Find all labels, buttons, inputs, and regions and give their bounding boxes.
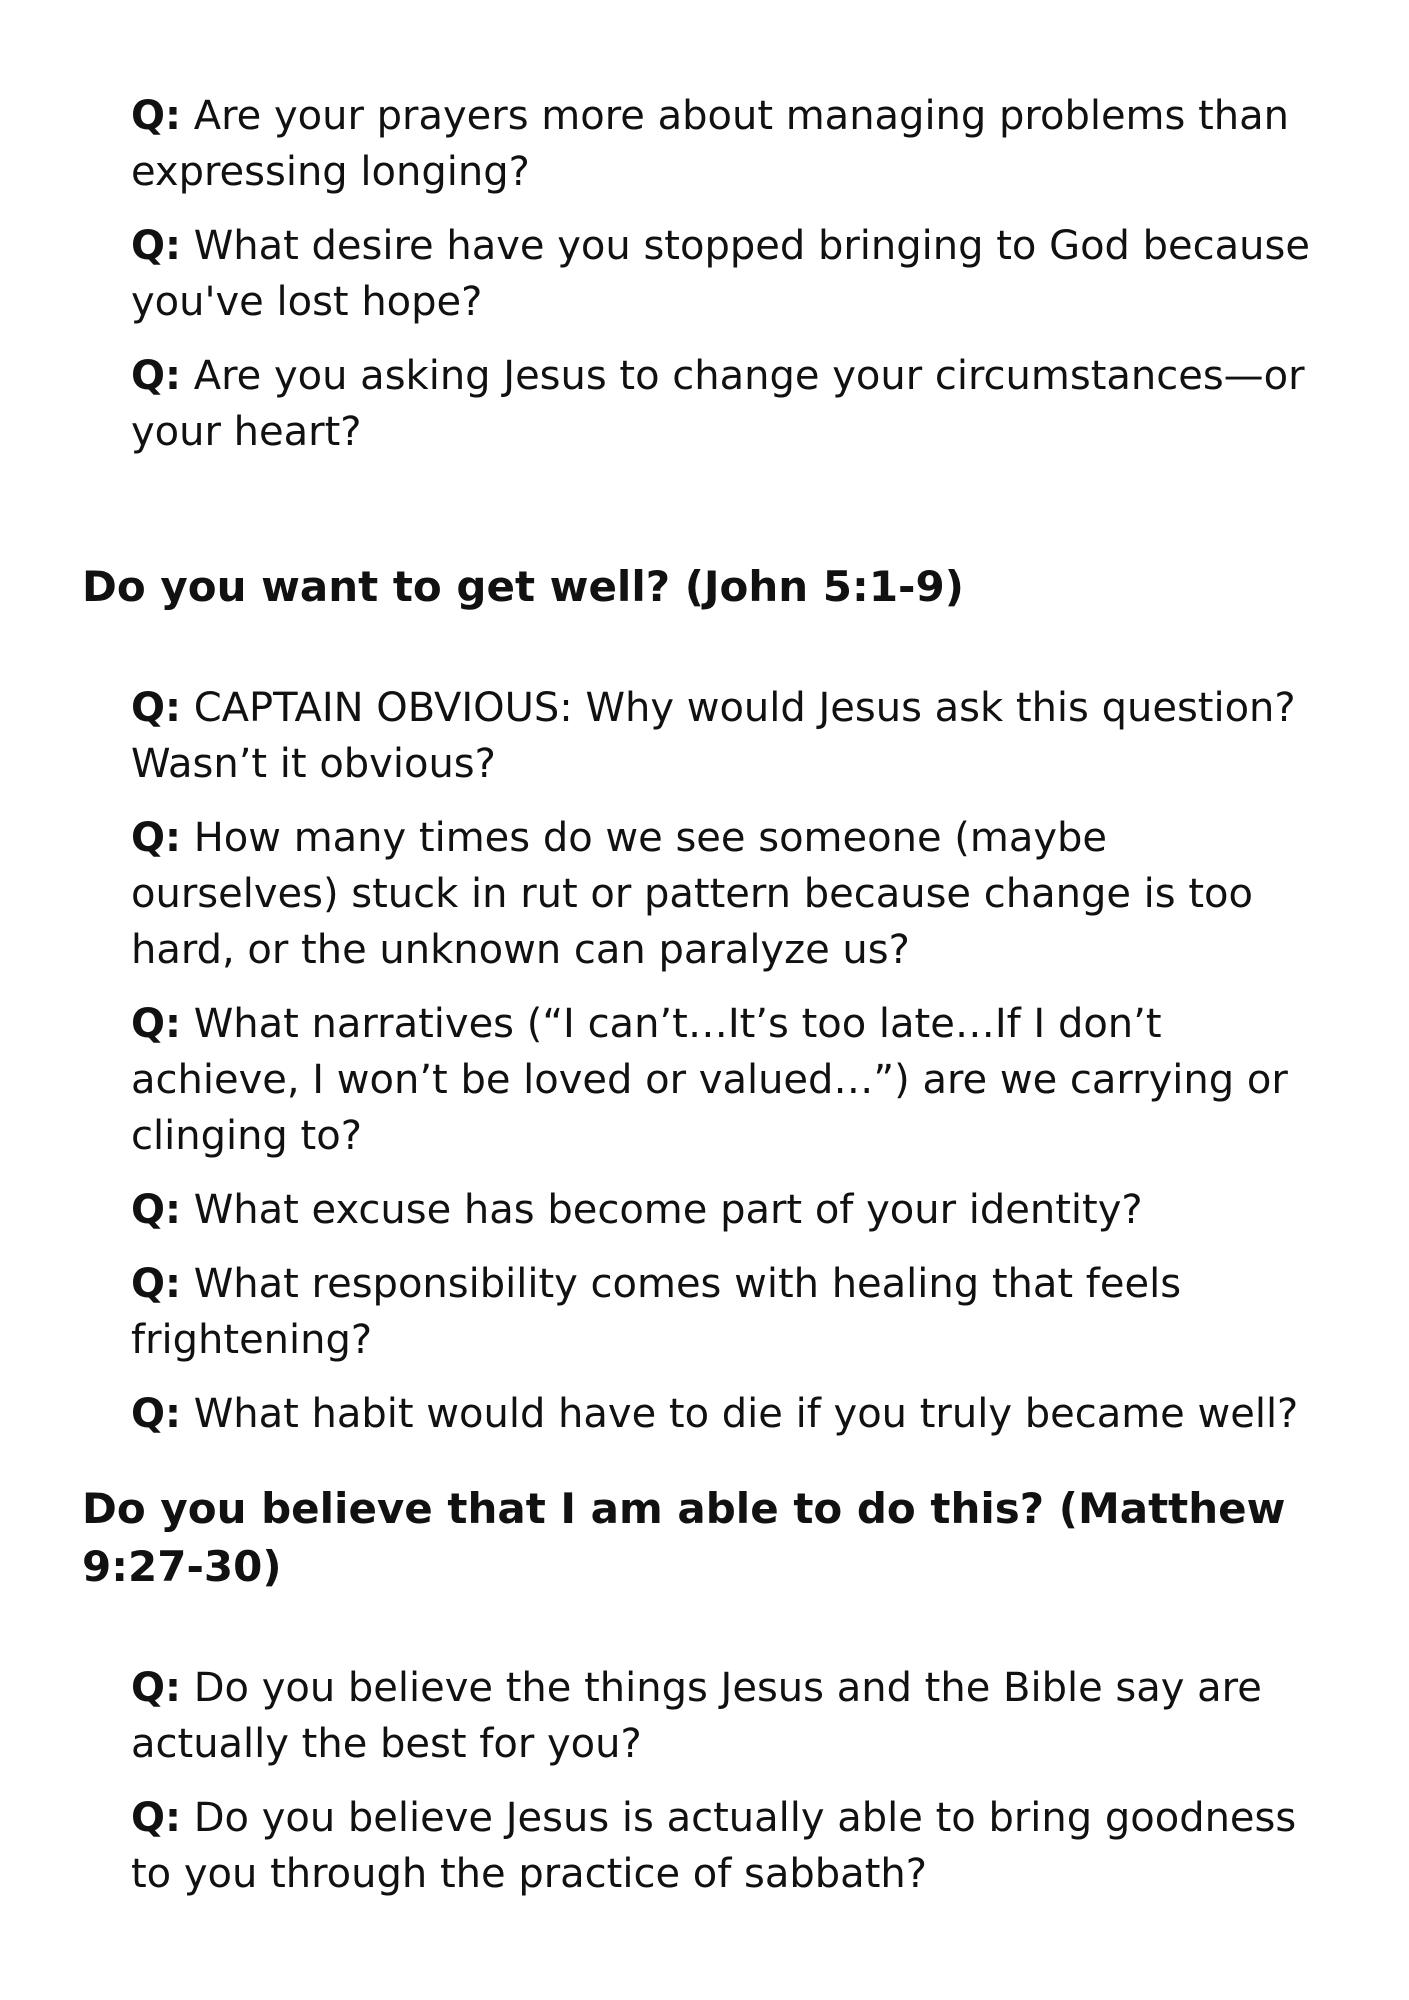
section-heading: Do you believe that I am able to do this? (Matthew 9:27-30) [82,1484,1286,1591]
question-prefix: Q: [131,1795,181,1841]
question-list-1 [131,88,1321,478]
question-item [131,1386,1321,1442]
question-list-2 [131,680,1321,1460]
question-item [131,1660,1321,1772]
question-text: How many times do we see someone (maybe ourselves) stuck in rut or pattern because change is too hard, or the unknown can paralyze us? [131,815,1253,973]
question-text: What habit would have to die if you truly became well? [193,1391,1299,1437]
question-prefix: Q: [131,815,181,861]
question-item [131,996,1321,1164]
question-prefix: Q: [131,1261,181,1307]
question-prefix: Q: [131,1187,181,1233]
question-text: What responsibility comes with healing that feels frightening? [131,1261,1182,1363]
question-item [131,810,1321,978]
question-prefix: Q: [131,685,181,731]
question-text: CAPTAIN OBVIOUS: Why would Jesus ask this question? Wasn’t it obvious? [131,685,1296,787]
question-item [131,1182,1321,1238]
question-list-3 [131,1660,1321,1920]
question-item [131,348,1321,460]
section-heading: Do you want to get well? (John 5:1-9) [82,562,964,611]
question-prefix: Q: [131,1391,181,1437]
question-prefix: Q: [131,1001,181,1047]
question-item [131,1790,1321,1902]
question-text: What excuse has become part of your identity? [193,1187,1143,1233]
question-prefix: Q: [131,1665,181,1711]
question-text: What narratives (“I can’t…It’s too late…If I don’t achieve, I won’t be loved or valued…”) are we carrying or clinging to? [131,1001,1288,1159]
question-item [131,218,1321,330]
question-item [131,680,1321,792]
question-text: What desire have you stopped bringing to God because you've lost hope? [131,223,1310,325]
question-item [131,1256,1321,1368]
question-text: Do you believe Jesus is actually able to bring goodness to you through the practice of sabbath? [131,1795,1297,1897]
question-text: Are you asking Jesus to change your circumstances—or your heart? [131,353,1305,455]
question-text: Do you believe the things Jesus and the Bible say are actually the best for you? [131,1665,1262,1767]
question-prefix: Q: [131,353,181,399]
question-item [131,88,1321,200]
question-prefix: Q: [131,223,181,269]
question-prefix: Q: [131,93,181,139]
question-text: Are your prayers more about managing problems than expressing longing? [131,93,1289,195]
